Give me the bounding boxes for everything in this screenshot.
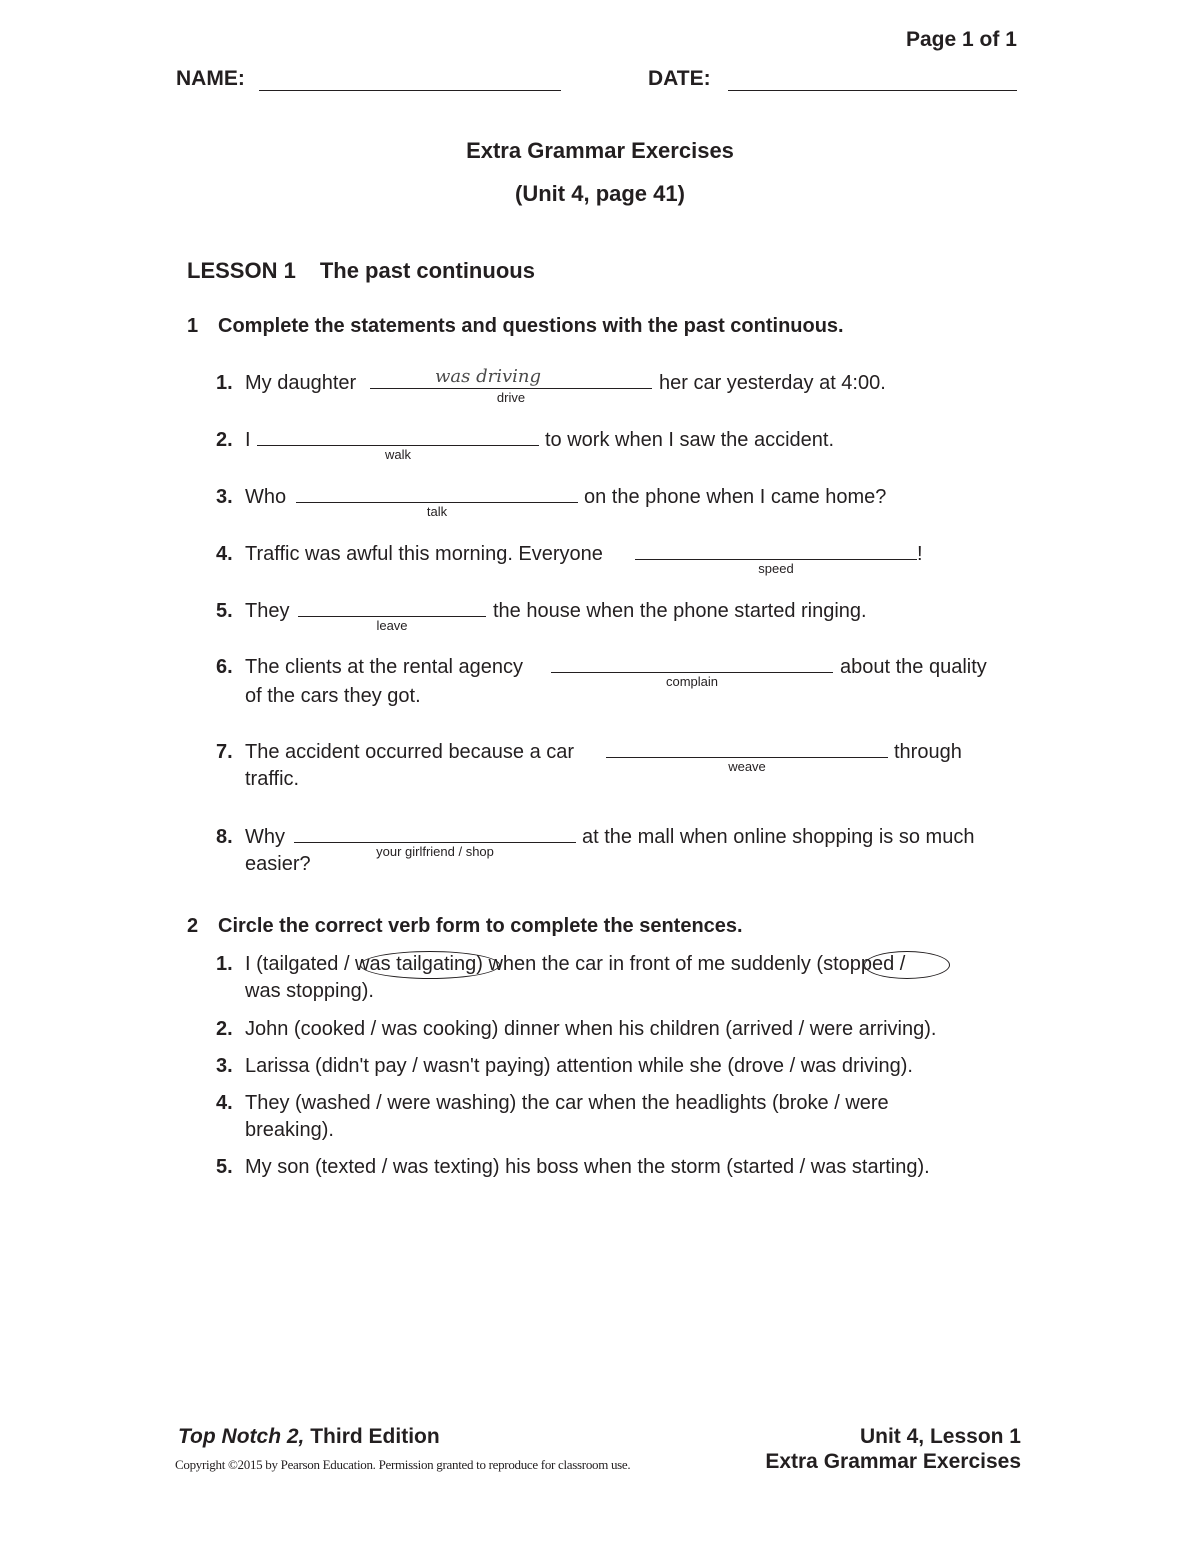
verb-cue: leave <box>376 618 408 633</box>
verb-cue: weave <box>728 759 766 774</box>
item-text-after: her car yesterday at 4:00. <box>659 372 886 394</box>
footer-unit-lesson: Unit 4, Lesson 1 <box>859 1425 1021 1448</box>
answer-blank[interactable] <box>298 616 486 617</box>
answer-circle[interactable] <box>864 951 950 979</box>
verb-cue: talk <box>426 504 448 519</box>
item-text: John (cooked / was cooking) dinner when his children (arrived / were arriving). <box>245 1018 937 1040</box>
answer-blank[interactable] <box>635 559 917 560</box>
date-field-line <box>728 90 1017 91</box>
item-text-continued: breaking). <box>245 1119 334 1141</box>
item-number: 7. <box>216 741 233 763</box>
item-number: 2. <box>216 1018 233 1040</box>
item-number: 3. <box>216 1055 233 1077</box>
item-number: 4. <box>216 543 233 565</box>
item-text-after: on the phone when I came home? <box>584 486 887 508</box>
item-text-after: about the quality <box>840 656 987 678</box>
date-label: DATE: <box>648 67 711 90</box>
item-text: My son (texted / was texting) his boss when the storm (started / was starting). <box>245 1156 930 1178</box>
lesson-topic: The past continuous <box>319 258 535 283</box>
book-edition: Third Edition <box>304 1425 440 1448</box>
answer-blank[interactable] <box>296 502 578 503</box>
item-text-before: My daughter <box>245 372 357 394</box>
item-text-before: The accident occurred because a car <box>245 741 575 763</box>
item-number: 5. <box>216 600 233 622</box>
book-title: Top Notch 2, <box>178 1425 305 1448</box>
answer-blank[interactable] <box>551 672 833 673</box>
exercise-number: 1 <box>187 315 199 337</box>
item-text-before: The clients at the rental agency <box>245 656 523 678</box>
exercise-instruction: Circle the correct verb form to complete the sentences. <box>218 915 743 937</box>
item-number: 4. <box>216 1092 233 1114</box>
item-number: 2. <box>216 429 233 451</box>
item-number: 1. <box>216 953 233 975</box>
item-text-before: I <box>245 429 251 451</box>
item-text-after: to work when I saw the accident. <box>545 429 835 451</box>
item-text-continued: easier? <box>245 853 311 875</box>
page-subtitle: (Unit 4, page 41) <box>515 181 685 206</box>
item-number: 8. <box>216 826 233 848</box>
exercise-2-heading <box>187 915 743 938</box>
answer-circle[interactable] <box>360 951 500 979</box>
item-text-before: Why <box>245 826 285 848</box>
lesson-heading <box>187 258 535 284</box>
item-text-before: They <box>245 600 290 622</box>
page-number: Page 1 of 1 <box>906 28 1017 51</box>
item-text-continued: of the cars they got. <box>245 685 421 707</box>
item-text-continued: was stopping). <box>245 980 374 1002</box>
exercise-instruction: Complete the statements and questions with the past continuous. <box>218 315 844 337</box>
answer-blank[interactable] <box>257 445 539 446</box>
verb-cue: complain <box>665 674 719 689</box>
exercise-1-heading <box>187 315 844 338</box>
answer-blank[interactable] <box>370 388 652 389</box>
name-label: NAME: <box>176 67 245 90</box>
item-text-after: the house when the phone started ringing. <box>493 600 867 622</box>
item-text: I (tailgated / was tailgating) when the car in front of me suddenly (stopped / <box>245 953 906 975</box>
item-text-continued: traffic. <box>245 768 300 790</box>
item-number: 3. <box>216 486 233 508</box>
item-text-after: ! <box>917 543 923 565</box>
verb-cue: your girlfriend / shop <box>376 844 494 859</box>
item-text-after: through <box>894 741 962 763</box>
footer-section-name: Extra Grammar Exercises <box>765 1450 1021 1473</box>
exercise-number: 2 <box>187 915 199 937</box>
verb-cue: walk <box>384 447 411 462</box>
lesson-label: LESSON 1 <box>187 258 296 283</box>
item-text-before: Traffic was awful this morning. Everyone <box>245 543 603 565</box>
answer-blank[interactable] <box>606 757 888 758</box>
page-title: Extra Grammar Exercises <box>466 138 734 163</box>
item-number: 1. <box>216 372 233 394</box>
item-text-before: Who <box>245 486 287 508</box>
answer-blank[interactable] <box>294 842 576 843</box>
footer-book-title <box>178 1425 440 1449</box>
verb-cue: drive <box>496 390 526 405</box>
item-text-after: at the mall when online shopping is so much <box>582 826 975 848</box>
item-number: 5. <box>216 1156 233 1178</box>
handwritten-answer: was driving <box>434 366 542 387</box>
item-text: Larissa (didn't pay / wasn't paying) attention while she (drove / was driving). <box>245 1055 913 1077</box>
copyright-notice: Copyright ©2015 by Pearson Education. Permission granted to reproduce for classroom use. <box>175 1457 631 1472</box>
item-text: They (washed / were washing) the car when the headlights (broke / were <box>245 1092 889 1114</box>
item-number: 6. <box>216 656 233 678</box>
verb-cue: speed <box>758 561 794 576</box>
name-field-line <box>259 90 561 91</box>
